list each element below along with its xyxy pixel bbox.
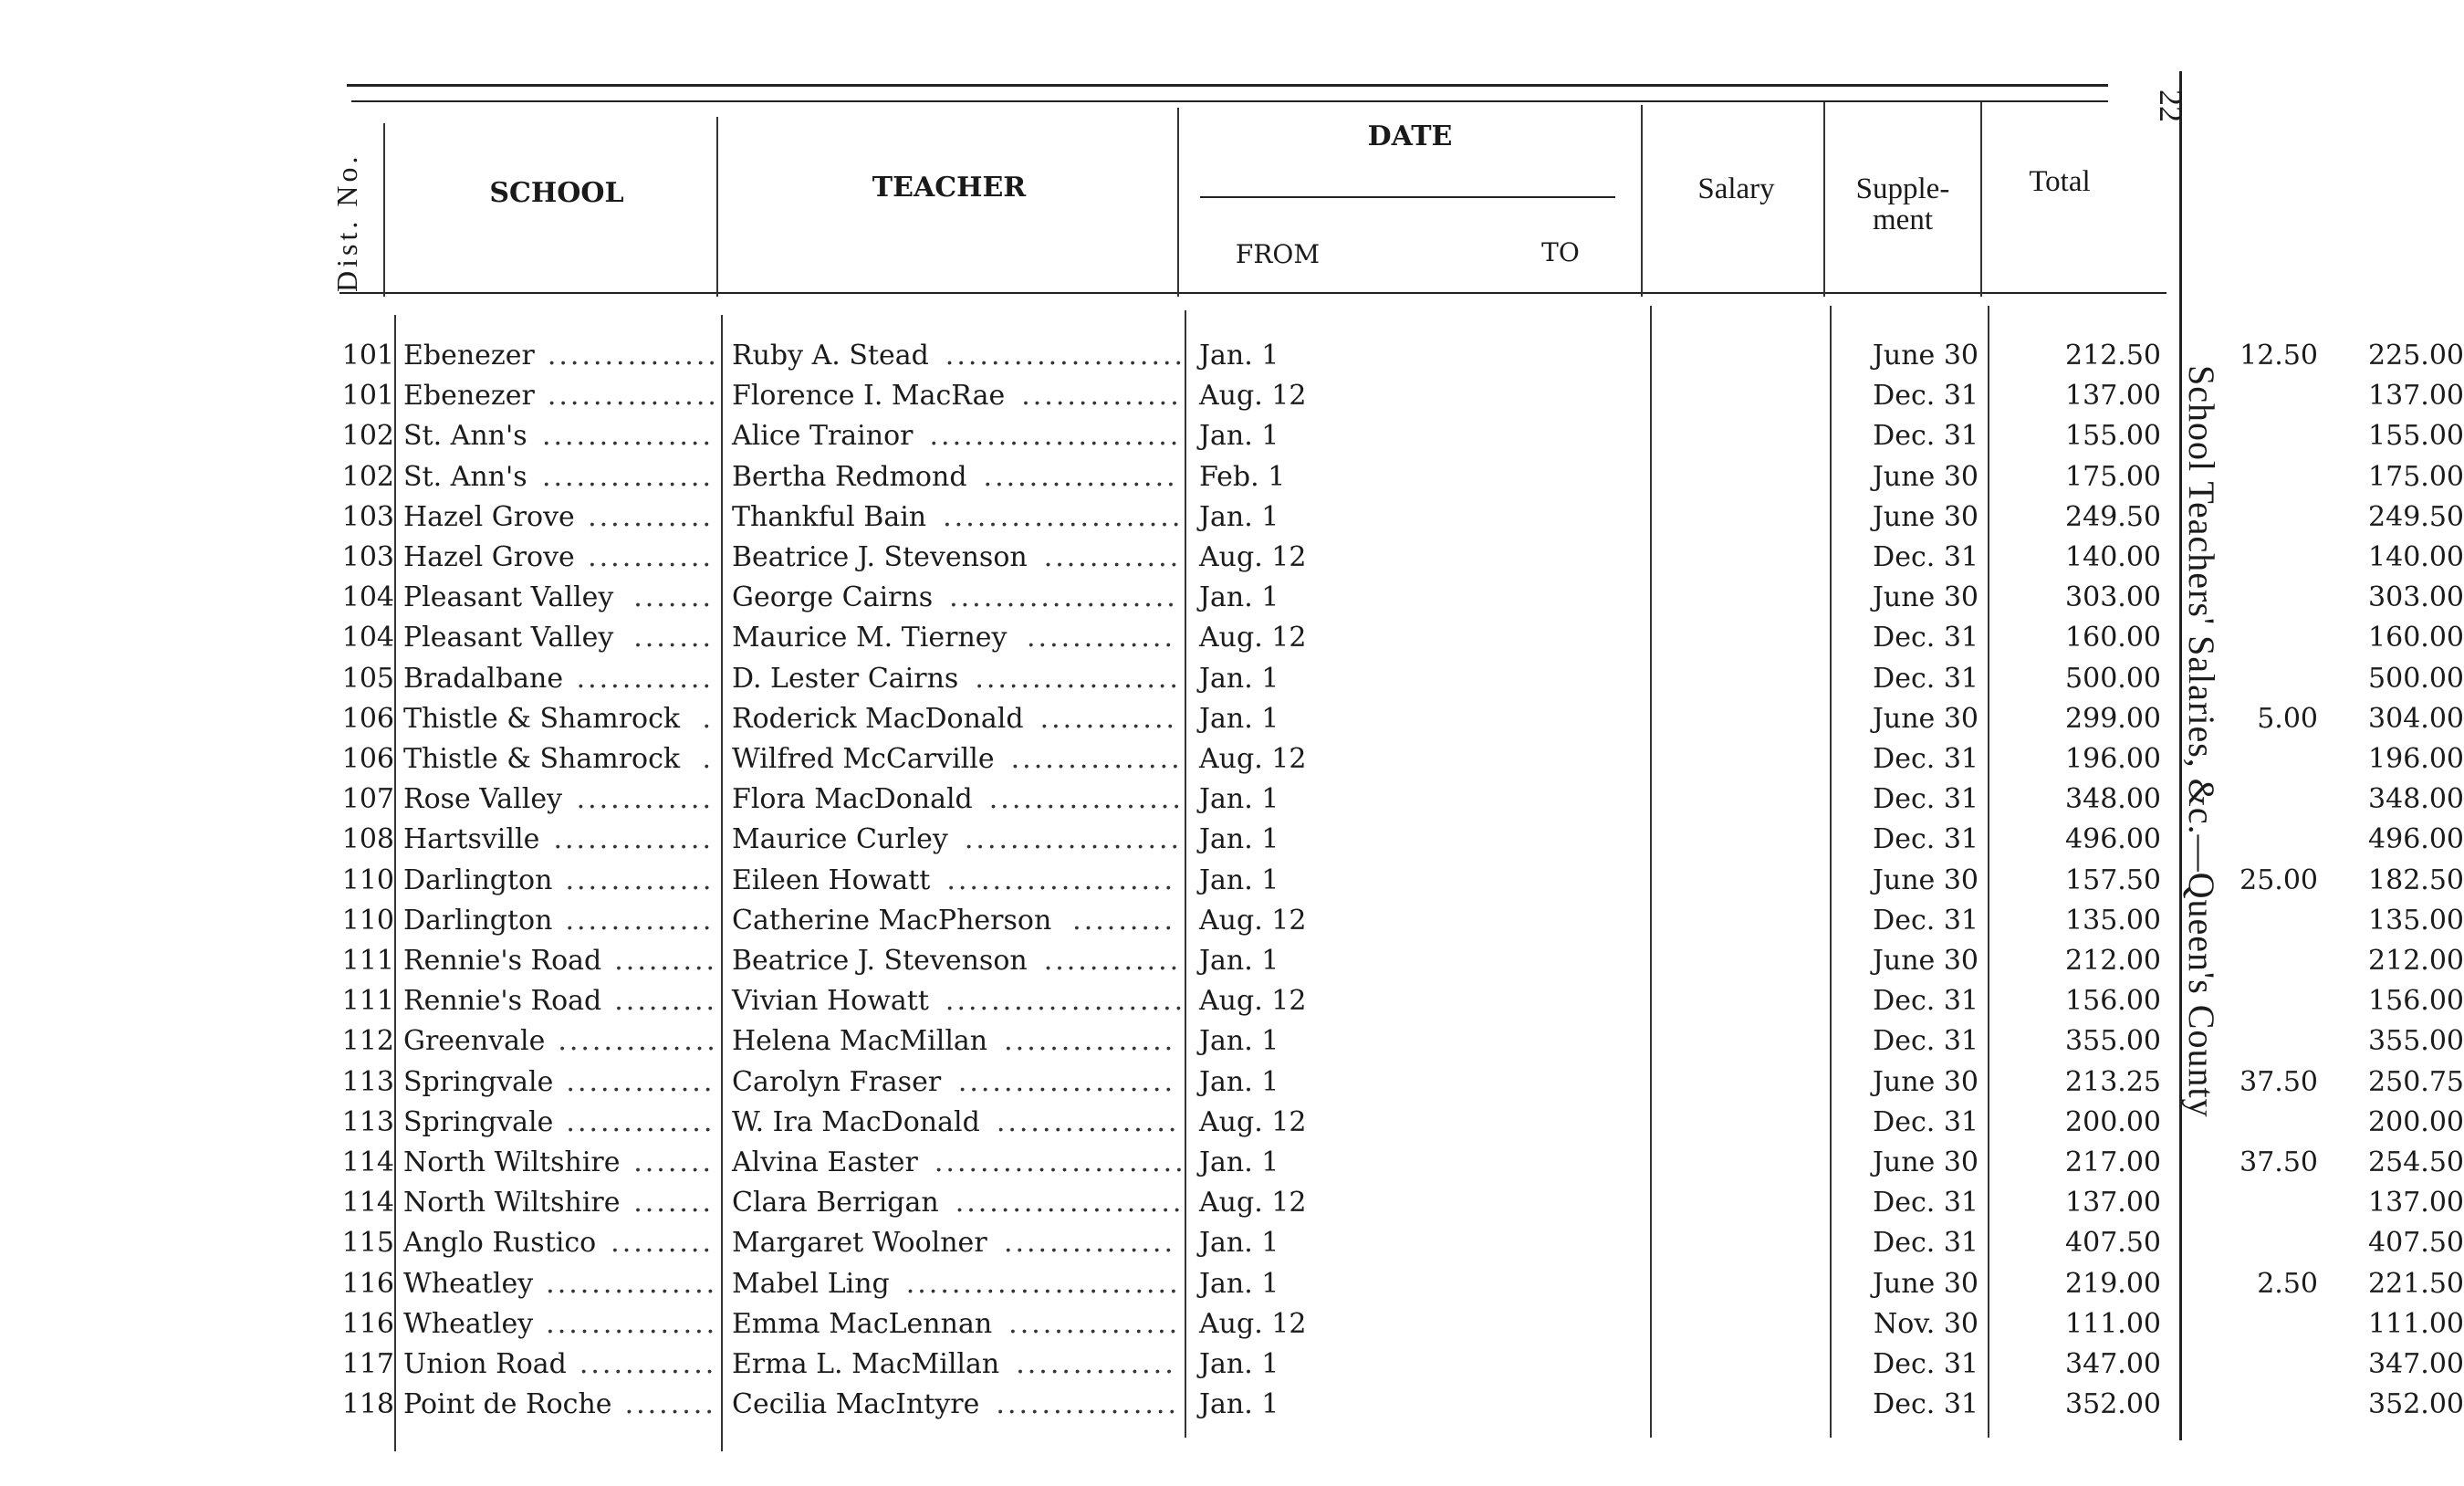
- leader-dots: .........: [614, 945, 718, 977]
- teacher-cell: Beatrice J. Stevenson: [732, 541, 1028, 573]
- table-row: [338, 941, 2464, 981]
- table-row: [338, 1143, 2464, 1183]
- leader-dots: .......: [633, 1146, 714, 1178]
- school-cell: Thistle & Shamrock: [403, 703, 681, 735]
- leader-dots: .........: [614, 985, 718, 1017]
- school-cell: Hartsville: [403, 823, 540, 855]
- leader-dots: ................: [996, 1106, 1180, 1138]
- teacher-cell: Alvina Easter: [732, 1146, 918, 1178]
- header-to: TO: [1541, 237, 1580, 267]
- salary-cell: 407.50: [2065, 1227, 2161, 1259]
- table-row: [338, 336, 2464, 376]
- leader-dots: ............: [576, 663, 714, 695]
- leader-dots: .............: [566, 1106, 715, 1138]
- date-to-cell: June 30: [1872, 703, 1979, 735]
- leader-dots: ............: [1043, 945, 1182, 977]
- date-to-cell: June 30: [1872, 581, 1979, 613]
- dist-no-cell: 101: [341, 380, 394, 412]
- salary-cell: 137.00: [2065, 1187, 2161, 1219]
- dist-no-cell: 114: [341, 1146, 394, 1178]
- table-row: [338, 1223, 2464, 1263]
- total-cell: 111.00: [2368, 1308, 2464, 1340]
- leader-dots: ...................: [957, 1066, 1175, 1098]
- date-to-cell: Dec. 31: [1873, 420, 1979, 452]
- leader-dots: ....................: [946, 864, 1176, 896]
- total-cell: 355.00: [2368, 1025, 2464, 1057]
- salary-cell: 212.00: [2065, 945, 2161, 977]
- total-cell: 175.00: [2368, 461, 2464, 493]
- dist-no-cell: 116: [341, 1308, 394, 1340]
- date-from-cell: Aug. 12: [1199, 905, 1307, 937]
- table-row: [338, 780, 2464, 820]
- teacher-cell: Erma L. MacMillan: [732, 1348, 1000, 1380]
- leader-dots: .........: [611, 1227, 714, 1259]
- salary-cell: 156.00: [2065, 985, 2161, 1017]
- date-from-cell: Jan. 1: [1199, 663, 1279, 695]
- leader-dots: ...............: [541, 420, 714, 452]
- date-from-cell: Jan. 1: [1199, 945, 1279, 977]
- table-row: [338, 1304, 2464, 1345]
- teacher-cell: Alice Trainor: [732, 420, 914, 452]
- table-row: [338, 659, 2464, 699]
- header-teacher: TEACHER: [872, 172, 1027, 204]
- table-row: [338, 457, 2464, 497]
- leader-dots: .: [702, 703, 714, 735]
- dist-no-cell: 110: [341, 905, 394, 937]
- total-cell: 137.00: [2368, 380, 2464, 412]
- table-row: [338, 618, 2464, 658]
- total-cell: 347.00: [2368, 1348, 2464, 1380]
- leader-dots: ............: [576, 783, 714, 815]
- teacher-cell: Cecilia MacIntyre: [732, 1388, 980, 1420]
- date-to-cell: Dec. 31: [1873, 743, 1979, 775]
- dist-no-cell: 101: [341, 340, 394, 372]
- school-cell: Rennie's Road: [403, 985, 602, 1017]
- leader-dots: .....................: [945, 985, 1186, 1017]
- leader-dots: ..............: [1016, 1348, 1176, 1380]
- date-from-cell: Aug. 12: [1199, 743, 1307, 775]
- dist-no-cell: 116: [341, 1268, 394, 1300]
- date-to-cell: Dec. 31: [1873, 1227, 1979, 1259]
- table-row: [338, 739, 2464, 780]
- leader-dots: ............: [1039, 703, 1178, 735]
- salary-cell: 212.50: [2065, 340, 2161, 372]
- date-from-cell: Jan. 1: [1199, 1348, 1279, 1380]
- date-divider-rule: [1200, 196, 1615, 198]
- dist-no-cell: 114: [341, 1187, 394, 1219]
- date-to-cell: Dec. 31: [1873, 905, 1979, 937]
- total-cell: 348.00: [2368, 783, 2464, 815]
- school-cell: Ebenezer: [403, 380, 535, 412]
- dist-no-cell: 118: [341, 1388, 394, 1420]
- total-cell: 407.50: [2368, 1227, 2464, 1259]
- school-cell: Hazel Grove: [403, 501, 575, 533]
- dist-no-cell: 102: [341, 420, 394, 452]
- date-to-cell: Dec. 31: [1873, 663, 1979, 695]
- dist-no-cell: 102: [341, 461, 394, 493]
- table-row: [338, 1264, 2464, 1304]
- total-cell: 304.00: [2368, 703, 2464, 735]
- total-cell: 352.00: [2368, 1388, 2464, 1420]
- teacher-cell: Maurice Curley: [732, 823, 948, 855]
- salary-cell: 111.00: [2065, 1308, 2161, 1340]
- leader-dots: ..............: [1021, 380, 1182, 412]
- salary-cell: 200.00: [2065, 1106, 2161, 1138]
- teacher-cell: Florence I. MacRae: [732, 380, 1006, 412]
- header-date: DATE: [1367, 120, 1453, 152]
- date-from-cell: Jan. 1: [1199, 501, 1279, 533]
- leader-dots: ...............: [1004, 1025, 1176, 1057]
- table-row: [338, 1062, 2464, 1103]
- date-to-cell: Dec. 31: [1873, 985, 1979, 1017]
- date-from-cell: Jan. 1: [1199, 1268, 1279, 1300]
- leader-dots: .....................: [943, 501, 1184, 533]
- supplement-cell: 37.50: [2240, 1066, 2318, 1098]
- salary-cell: 217.00: [2065, 1146, 2161, 1178]
- date-to-cell: June 30: [1872, 1066, 1979, 1098]
- salary-cell: 500.00: [2065, 663, 2161, 695]
- header-supplement-line2: ment: [1873, 204, 1933, 236]
- leader-dots: .............: [565, 905, 715, 937]
- dist-no-cell: 106: [341, 743, 394, 775]
- leader-dots: ........................: [905, 1268, 1181, 1300]
- leader-dots: ....................: [949, 581, 1178, 613]
- date-to-cell: Nov. 30: [1874, 1308, 1979, 1340]
- date-from-cell: Jan. 1: [1199, 864, 1279, 896]
- leader-dots: ...........: [588, 501, 714, 533]
- leader-dots: ...............: [1010, 743, 1183, 775]
- supplement-cell: 12.50: [2240, 340, 2318, 372]
- date-to-cell: Dec. 31: [1873, 380, 1979, 412]
- teacher-cell: D. Lester Cairns: [732, 663, 959, 695]
- leader-dots: ............: [579, 1348, 717, 1380]
- total-cell: 249.50: [2368, 501, 2464, 533]
- salary-cell: 213.25: [2065, 1066, 2161, 1098]
- dist-no-cell: 108: [341, 823, 394, 855]
- leader-dots: .......: [633, 622, 714, 654]
- school-cell: Union Road: [403, 1348, 567, 1380]
- supplement-cell: 2.50: [2257, 1268, 2318, 1300]
- teacher-cell: Margaret Woolner: [732, 1227, 987, 1259]
- dist-no-cell: 103: [341, 501, 394, 533]
- date-to-cell: Dec. 31: [1873, 1025, 1979, 1057]
- school-cell: St. Ann's: [403, 461, 527, 493]
- salary-cell: 355.00: [2065, 1025, 2161, 1057]
- leader-dots: ....................: [955, 1187, 1185, 1219]
- total-cell: 140.00: [2368, 541, 2464, 573]
- date-to-cell: June 30: [1872, 1146, 1979, 1178]
- leader-dots: ...............: [541, 461, 714, 493]
- total-cell: 155.00: [2368, 420, 2464, 452]
- leader-dots: ...............: [1008, 1308, 1181, 1340]
- school-cell: Hazel Grove: [403, 541, 575, 573]
- date-from-cell: Aug. 12: [1199, 622, 1307, 654]
- date-from-cell: Jan. 1: [1199, 340, 1279, 372]
- supplement-cell: 37.50: [2240, 1146, 2318, 1178]
- leader-dots: ...............: [546, 1308, 718, 1340]
- teacher-cell: W. Ira MacDonald: [732, 1106, 980, 1138]
- table-row: [338, 578, 2464, 618]
- date-to-cell: June 30: [1872, 461, 1979, 493]
- dist-no-cell: 106: [341, 703, 394, 735]
- total-cell: 212.00: [2368, 945, 2464, 977]
- salary-cell: 303.00: [2065, 581, 2161, 613]
- date-from-cell: Aug. 12: [1199, 541, 1307, 573]
- leader-dots: ..............: [558, 1025, 718, 1057]
- header-school: SCHOOL: [489, 177, 624, 209]
- table-row: [338, 376, 2464, 416]
- leader-dots: .......: [633, 581, 714, 613]
- teacher-cell: Eileen Howatt: [732, 864, 931, 896]
- teacher-cell: Roderick MacDonald: [732, 703, 1024, 735]
- leader-dots: ...................: [964, 823, 1183, 855]
- date-from-cell: Aug. 12: [1199, 985, 1307, 1017]
- leader-dots: .......: [633, 1187, 714, 1219]
- total-cell: 303.00: [2368, 581, 2464, 613]
- dist-no-cell: 113: [341, 1066, 394, 1098]
- salary-cell: 219.00: [2065, 1268, 2161, 1300]
- date-from-cell: Feb. 1: [1199, 461, 1286, 493]
- teacher-cell: Vivian Howatt: [732, 985, 929, 1017]
- supplement-cell: 25.00: [2240, 864, 2318, 896]
- salary-cell: 140.00: [2065, 541, 2161, 573]
- date-from-cell: Aug. 12: [1199, 1187, 1307, 1219]
- table-row: [338, 1385, 2464, 1425]
- leader-dots: ........: [624, 1388, 716, 1420]
- header-salary: Salary: [1697, 173, 1775, 205]
- dist-no-cell: 105: [341, 663, 394, 695]
- date-to-cell: June 30: [1872, 945, 1979, 977]
- date-from-cell: Aug. 12: [1199, 380, 1307, 412]
- leader-dots: .............: [565, 864, 715, 896]
- date-to-cell: Dec. 31: [1873, 541, 1979, 573]
- table-row: [338, 416, 2464, 456]
- table-row: [338, 861, 2464, 901]
- header-from: FROM: [1235, 239, 1321, 269]
- leader-dots: .............: [1027, 622, 1175, 654]
- date-from-cell: Jan. 1: [1199, 703, 1279, 735]
- date-from-cell: Aug. 12: [1199, 1106, 1307, 1138]
- leader-dots: .................: [983, 461, 1178, 493]
- teacher-cell: Flora MacDonald: [732, 783, 973, 815]
- salary-cell: 137.00: [2065, 380, 2161, 412]
- dist-no-cell: 111: [341, 945, 394, 977]
- leader-dots: ................: [996, 1388, 1179, 1420]
- table-row: [338, 699, 2464, 739]
- header-total: Total: [2029, 165, 2091, 198]
- school-cell: Springvale: [403, 1106, 554, 1138]
- leader-dots: ...............: [547, 340, 719, 372]
- dist-no-cell: 111: [341, 985, 394, 1017]
- teacher-cell: Beatrice J. Stevenson: [732, 945, 1028, 977]
- leader-dots: ......................: [929, 420, 1182, 452]
- teacher-cell: Bertha Redmond: [732, 461, 967, 493]
- header-col-sep: [383, 123, 385, 297]
- date-to-cell: Dec. 31: [1873, 622, 1979, 654]
- teacher-cell: George Cairns: [732, 581, 934, 613]
- school-cell: Rose Valley: [403, 783, 563, 815]
- date-to-cell: Dec. 31: [1873, 783, 1979, 815]
- date-to-cell: June 30: [1872, 501, 1979, 533]
- school-cell: Point de Roche: [403, 1388, 612, 1420]
- dist-no-cell: 110: [341, 864, 394, 896]
- salary-cell: 299.00: [2065, 703, 2161, 735]
- salary-cell: 155.00: [2065, 420, 2161, 452]
- school-cell: St. Ann's: [403, 420, 527, 452]
- date-to-cell: June 30: [1872, 340, 1979, 372]
- dist-no-cell: 113: [341, 1106, 394, 1138]
- leader-dots: ......................: [934, 1146, 1186, 1178]
- table-row: [338, 1183, 2464, 1223]
- date-from-cell: Jan. 1: [1199, 783, 1279, 815]
- salary-cell: 157.50: [2065, 864, 2161, 896]
- leader-dots: ..............: [553, 823, 714, 855]
- leader-dots: ..................: [975, 663, 1181, 695]
- header-col-sep: [1641, 105, 1643, 297]
- salary-cell: 196.00: [2065, 743, 2161, 775]
- leader-dots: ...............: [546, 1268, 718, 1300]
- school-cell: Wheatley: [403, 1268, 534, 1300]
- leader-dots: .........: [1072, 905, 1175, 937]
- total-cell: 254.50: [2368, 1146, 2464, 1178]
- table-row: [338, 1103, 2464, 1143]
- school-cell: Pleasant Valley: [403, 581, 614, 613]
- date-from-cell: Jan. 1: [1199, 1227, 1279, 1259]
- total-cell: 221.50: [2368, 1268, 2464, 1300]
- teacher-cell: Catherine MacPherson: [732, 905, 1052, 937]
- date-from-cell: Jan. 1: [1199, 1066, 1279, 1098]
- dist-no-cell: 112: [341, 1025, 394, 1057]
- school-cell: Pleasant Valley: [403, 622, 614, 654]
- school-cell: Anglo Rustico: [403, 1227, 597, 1259]
- teacher-cell: Carolyn Fraser: [732, 1066, 942, 1098]
- school-cell: Bradalbane: [403, 663, 564, 695]
- total-cell: 196.00: [2368, 743, 2464, 775]
- date-from-cell: Jan. 1: [1199, 823, 1279, 855]
- header-dist-no: Dist. No.: [330, 152, 363, 292]
- top-rule-thin: [351, 100, 2108, 102]
- date-from-cell: Jan. 1: [1199, 1388, 1279, 1420]
- school-cell: Wheatley: [403, 1308, 534, 1340]
- header-col-sep: [1177, 108, 1179, 297]
- date-from-cell: Jan. 1: [1199, 581, 1279, 613]
- teacher-cell: Wilfred McCarville: [732, 743, 995, 775]
- date-to-cell: Dec. 31: [1873, 823, 1979, 855]
- total-cell: 496.00: [2368, 823, 2464, 855]
- school-cell: Springvale: [403, 1066, 554, 1098]
- table-row: [338, 981, 2464, 1021]
- dist-no-cell: 107: [341, 783, 394, 815]
- leader-dots: ...............: [547, 380, 719, 412]
- table-row: [338, 497, 2464, 538]
- header-col-sep: [1980, 102, 1982, 297]
- salary-cell: 352.00: [2065, 1388, 2161, 1420]
- date-to-cell: Dec. 31: [1873, 1106, 1979, 1138]
- dist-no-cell: 115: [341, 1227, 394, 1259]
- teacher-cell: Clara Berrigan: [732, 1187, 939, 1219]
- school-cell: North Wiltshire: [403, 1187, 621, 1219]
- teacher-cell: Thankful Bain: [732, 501, 927, 533]
- salary-cell: 348.00: [2065, 783, 2161, 815]
- header-col-sep: [716, 117, 718, 297]
- table-row: [338, 820, 2464, 860]
- dist-no-cell: 104: [341, 581, 394, 613]
- date-to-cell: Dec. 31: [1873, 1388, 1979, 1420]
- total-cell: 250.75: [2368, 1066, 2464, 1098]
- school-cell: Greenvale: [403, 1025, 546, 1057]
- total-cell: 137.00: [2368, 1187, 2464, 1219]
- teacher-cell: Mabel Ling: [732, 1268, 890, 1300]
- date-from-cell: Jan. 1: [1199, 1025, 1279, 1057]
- salary-cell: 135.00: [2065, 905, 2161, 937]
- date-to-cell: June 30: [1872, 864, 1979, 896]
- leader-dots: .............: [566, 1066, 715, 1098]
- dist-no-cell: 104: [341, 622, 394, 654]
- leader-dots: .....................: [945, 340, 1186, 372]
- date-from-cell: Jan. 1: [1199, 420, 1279, 452]
- teacher-cell: Helena MacMillan: [732, 1025, 988, 1057]
- teacher-cell: Maurice M. Tierney: [732, 622, 1008, 654]
- school-cell: North Wiltshire: [403, 1146, 621, 1178]
- leader-dots: ...............: [1003, 1227, 1175, 1259]
- table-row: [338, 1345, 2464, 1385]
- total-cell: 225.00: [2368, 340, 2464, 372]
- date-from-cell: Jan. 1: [1199, 1146, 1279, 1178]
- total-cell: 200.00: [2368, 1106, 2464, 1138]
- dist-no-cell: 117: [341, 1348, 394, 1380]
- header-bottom-rule: [339, 292, 2166, 294]
- school-cell: Darlington: [403, 864, 553, 896]
- salary-cell: 249.50: [2065, 501, 2161, 533]
- dist-no-cell: 103: [341, 541, 394, 573]
- table-row: [338, 538, 2464, 578]
- total-cell: 135.00: [2368, 905, 2464, 937]
- date-to-cell: Dec. 31: [1873, 1348, 1979, 1380]
- header-supplement-line1: Supple-: [1855, 173, 1950, 205]
- date-to-cell: Dec. 31: [1873, 1187, 1979, 1219]
- leader-dots: .................: [988, 783, 1184, 815]
- table-row: [338, 1021, 2464, 1062]
- total-cell: 156.00: [2368, 985, 2464, 1017]
- page-number: 22: [2153, 89, 2189, 122]
- school-cell: Ebenezer: [403, 340, 535, 372]
- supplement-cell: 5.00: [2257, 703, 2318, 735]
- total-cell: 160.00: [2368, 622, 2464, 654]
- teacher-cell: Ruby A. Stead: [732, 340, 929, 372]
- school-cell: Darlington: [403, 905, 553, 937]
- school-cell: Rennie's Road: [403, 945, 602, 977]
- total-cell: 500.00: [2368, 663, 2464, 695]
- date-to-cell: June 30: [1872, 1268, 1979, 1300]
- salary-cell: 347.00: [2065, 1348, 2161, 1380]
- date-from-cell: Aug. 12: [1199, 1308, 1307, 1340]
- salary-cell: 160.00: [2065, 622, 2161, 654]
- school-cell: Thistle & Shamrock: [403, 743, 681, 775]
- leader-dots: ............: [1043, 541, 1182, 573]
- salary-cell: 496.00: [2065, 823, 2161, 855]
- salary-cell: 175.00: [2065, 461, 2161, 493]
- top-rule: [347, 84, 2108, 87]
- leader-dots: .: [702, 743, 714, 775]
- running-title: School Teachers' Salaries, &c.—Queen's County: [2181, 365, 2222, 1118]
- teacher-cell: Emma MacLennan: [732, 1308, 993, 1340]
- table-row: [338, 901, 2464, 941]
- total-cell: 182.50: [2368, 864, 2464, 896]
- leader-dots: ...........: [588, 541, 714, 573]
